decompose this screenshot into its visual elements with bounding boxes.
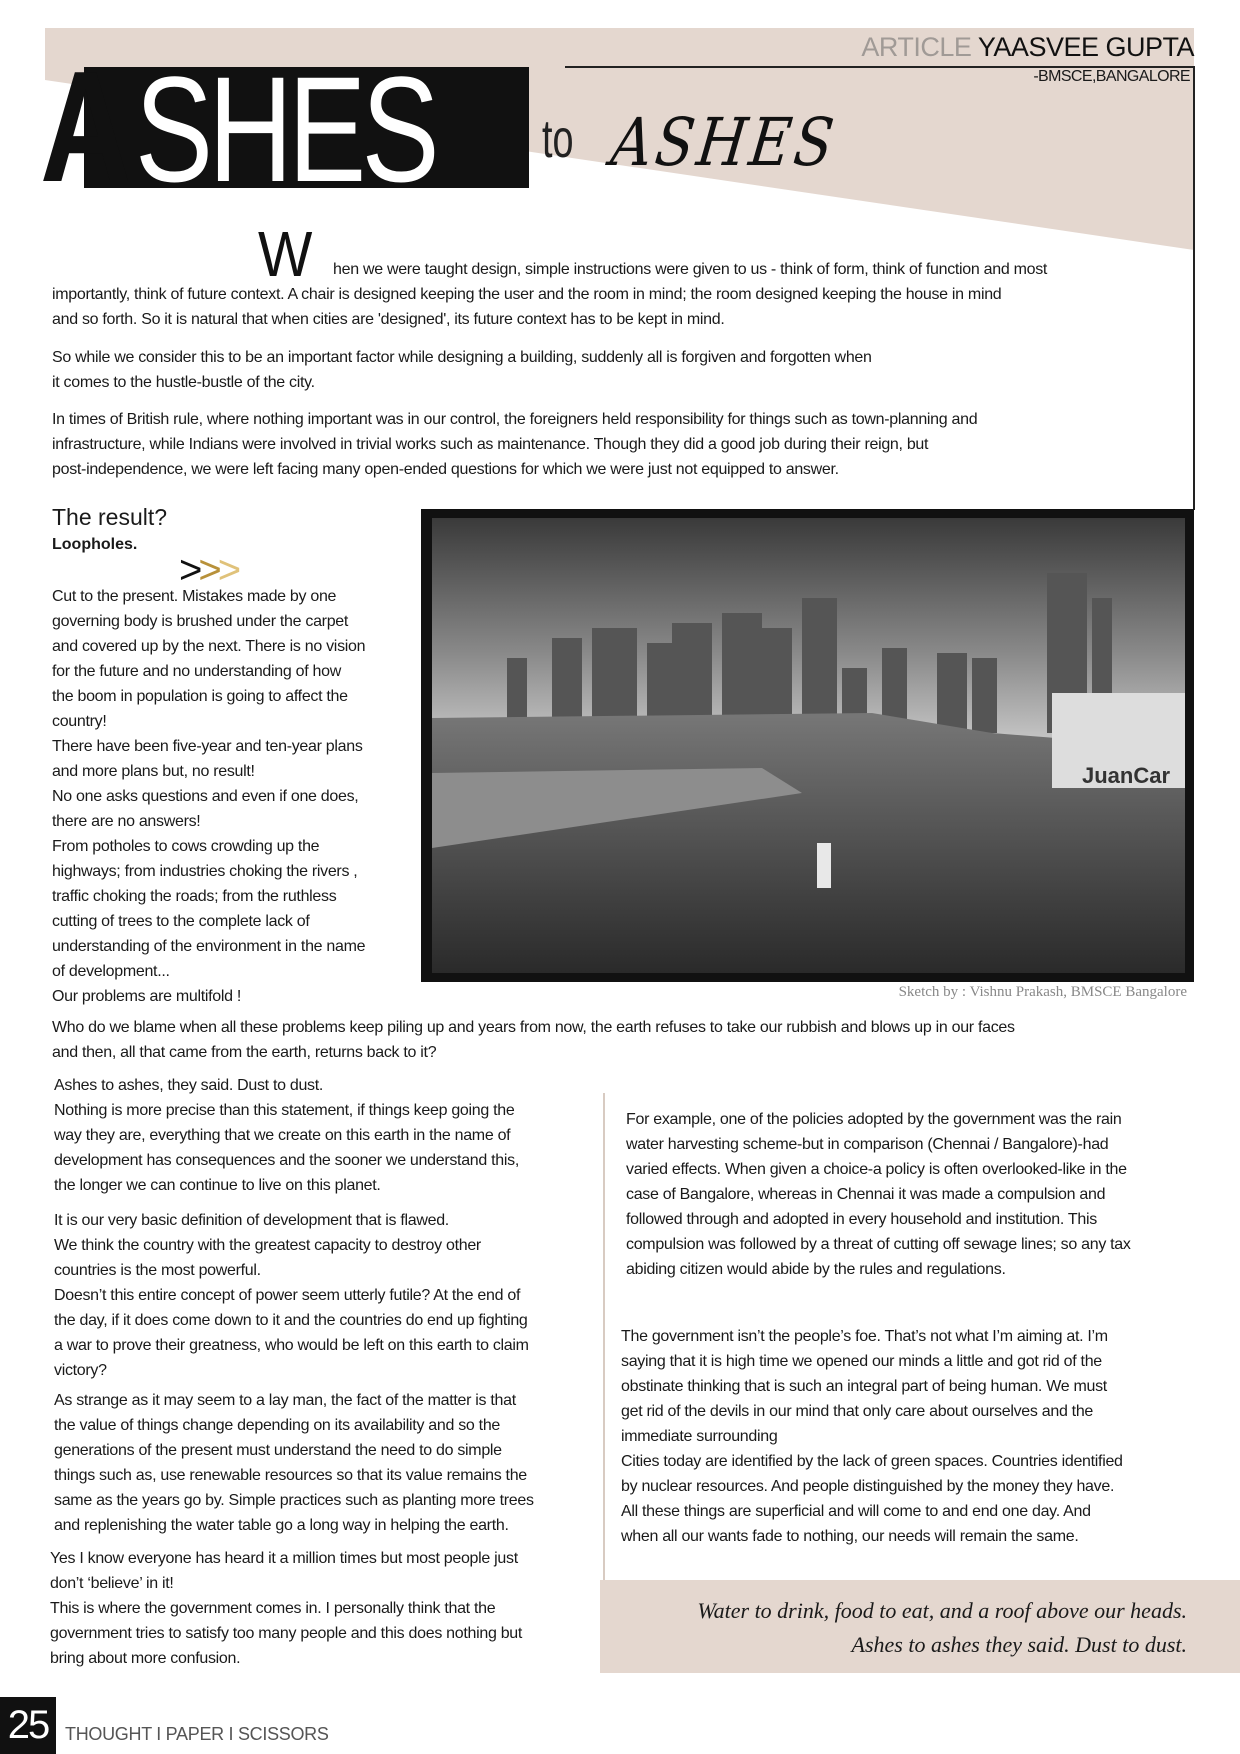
text-line: It is our very basic definition of development that is flawed. (54, 1212, 449, 1229)
text-line: cutting of trees to the complete lack of (52, 913, 310, 930)
text-line: In times of British rule, where nothing important was in our control, the foreigners held responsibility for things such as town-planning and (52, 411, 978, 428)
text-line: abiding citizen would abide by the rules and regulations. (626, 1261, 1006, 1278)
text-line: the longer we can continue to live on this planet. (54, 1177, 381, 1194)
text-line: country! (52, 713, 107, 730)
pull-quote-line-2: Ashes to ashes they said. Dust to dust. (851, 1632, 1187, 1657)
text-line: case of Bangalore, whereas in Chennai it was made a compulsion and (626, 1186, 1106, 1203)
text-line: and replenishing the water table go a long way in helping the earth. (54, 1517, 509, 1534)
city-sketch-image (432, 518, 1185, 973)
bottom-left-block-1 (54, 1073, 519, 1198)
bottom-left-block-3 (54, 1388, 534, 1538)
text-line: when all our wants fade to nothing, our needs will remain the same. (621, 1528, 1079, 1545)
drop-cap: W (258, 218, 313, 290)
title-to: to (542, 109, 574, 169)
text-line: water harvesting scheme-but in comparison (Chennai / Bangalore)-had (626, 1136, 1109, 1153)
text-line: saying that it is high time we opened our minds a little and got rid of the (621, 1353, 1102, 1370)
text-line: governing body is brushed under the carpet (52, 613, 349, 630)
text-line: compulsion was followed by a threat of cutting off sewage lines; so any tax (626, 1236, 1131, 1253)
text-line: The government isn’t the people’s foe. That’s not what I’m aiming at. I’m (621, 1328, 1108, 1345)
pull-quote-line-1: Water to drink, food to eat, and a roof above our heads. (697, 1598, 1187, 1623)
arrow-2: > (198, 548, 218, 592)
sketch-caption: Sketch by : Vishnu Prakash, BMSCE Bangalore (898, 984, 1187, 1000)
arrow-3: > (217, 548, 238, 592)
text-line: by nuclear resources. And people distinguished by the money they have. (621, 1478, 1115, 1495)
intro-paragraph-2 (52, 345, 872, 395)
text-line: Cities today are identified by the lack of green spaces. Countries identified (621, 1453, 1123, 1470)
text-line: the boom in population is going to affect the (52, 688, 348, 705)
byline (861, 32, 1194, 63)
bottom-right-block-1 (626, 1107, 1131, 1282)
header-vertical-rule (1193, 66, 1195, 510)
text-line: highways; from industries choking the rivers , (52, 863, 358, 880)
text-line: Who do we blame when all these problems keep piling up and years from now, the earth refuses to take our rubbish and blows up in our faces (52, 1019, 1015, 1036)
text-line: Ashes to ashes, they said. Dust to dust. (54, 1077, 324, 1094)
bottom-right-block-2 (621, 1324, 1123, 1549)
text-line: and so forth. So it is natural that when cities are 'designed', its future context has to be kept in mind. (52, 311, 725, 328)
text-line: of development... (52, 963, 170, 980)
text-line: Yes I know everyone has heard it a million times but most people just (50, 1550, 518, 1567)
title-main: SHES (135, 45, 435, 213)
arrow-1: > (179, 548, 199, 592)
text-line: for the future and no understanding of how (52, 663, 341, 680)
result-heading: The result? (52, 504, 168, 530)
text-line: infrastructure, while Indians were involved in trivial works such as maintenance. Though they did a good job during their reign, but (52, 436, 929, 453)
text-line: and then, all that came from the earth, returns back to it? (52, 1044, 437, 1061)
intro-paragraph-3 (52, 407, 977, 482)
text-line: don’t ‘believe’ in it! (50, 1575, 174, 1592)
text-line: Cut to the present. Mistakes made by one (52, 588, 337, 605)
text-line: way they are, everything that we create on this earth in the name of (54, 1127, 511, 1144)
text-line: obstinate thinking that is such an integral part of being human. We must (621, 1378, 1107, 1395)
pull-quote (600, 1580, 1240, 1673)
text-line: From potholes to cows crowding up the (52, 838, 320, 855)
text-line: things such as, use renewable resources so that its value remains the (54, 1467, 527, 1484)
author-institution: -BMSCE,BANGALORE (1033, 68, 1190, 85)
article-label: ARTICLE (861, 32, 972, 62)
text-line: government tries to satisfy too many people and this does nothing but (50, 1625, 523, 1642)
text-line: get rid of the devils in our mind that only care about ourselves and the (621, 1403, 1094, 1420)
text-line: there are no answers! (52, 813, 201, 830)
text-line: So while we consider this to be an important factor while designing a building, suddenly all is forgiven and forgotten when (52, 349, 872, 366)
text-line: understanding of the environment in the name (52, 938, 366, 955)
who-paragraph (52, 1015, 1015, 1065)
text-line: Our problems are multifold ! (52, 988, 242, 1005)
child-figure (817, 843, 831, 888)
text-line: We think the country with the greatest capacity to destroy other (54, 1237, 481, 1254)
text-line: generations of the present must understand the need to do simple (54, 1442, 502, 1459)
title-initial: A (40, 39, 129, 215)
left-column-text (52, 584, 365, 1009)
text-line: same as the years go by. Simple practices such as planting more trees (54, 1492, 534, 1509)
intro-paragraph-1-first: hen we were taught design, simple instructions were given to us - think of form, think of function and most (333, 261, 1048, 278)
page-number: 25 (0, 1697, 56, 1754)
bottom-left-block-4 (50, 1546, 522, 1671)
column-divider (603, 1093, 605, 1580)
text-line: No one asks questions and even if one does, (52, 788, 359, 805)
wall-sign: JuanCar (1082, 763, 1171, 788)
text-line: victory? (54, 1362, 107, 1379)
text-line: This is where the government comes in. I personally think that the (50, 1600, 496, 1617)
text-line: As strange as it may seem to a lay man, the fact of the matter is that (54, 1392, 516, 1409)
text-line: bring about more confusion. (50, 1650, 241, 1667)
text-line: and more plans but, no result! (52, 763, 255, 780)
intro-paragraph-1 (52, 282, 1001, 332)
text-line: countries is the most powerful. (54, 1262, 261, 1279)
author-name: YAASVEE GUPTA (977, 32, 1194, 62)
result-subheading: Loopholes. (52, 536, 138, 553)
text-line: and covered up by the next. There is no vision (52, 638, 366, 655)
text-line: it comes to the hustle-bustle of the city. (52, 374, 315, 391)
text-line: followed through and adopted in every household and institution. This (626, 1211, 1097, 1228)
text-line: the day, if it does come down to it and the countries do end up fighting (54, 1312, 528, 1329)
text-line: development has consequences and the sooner we understand this, (54, 1152, 519, 1169)
text-line: Doesn’t this entire concept of power seem utterly futile? At the end of (54, 1287, 521, 1304)
text-line: For example, one of the policies adopted by the government was the rain (626, 1111, 1122, 1128)
text-line: varied effects. When given a choice-a policy is often overlooked-like in the (626, 1161, 1127, 1178)
text-line: traffic choking the roads; from the ruthless (52, 888, 337, 905)
text-line: importantly, think of future context. A chair is designed keeping the user and the room in mind; the room designed keeping the house in mind (52, 286, 1002, 303)
title-script: ASHES (607, 104, 841, 181)
text-line: the value of things change depending on its availability and so the (54, 1417, 501, 1434)
text-line: a war to prove their greatness, who would be left on this earth to claim (54, 1337, 529, 1354)
bottom-left-block-2 (54, 1208, 529, 1383)
text-line: immediate surrounding (621, 1428, 778, 1445)
text-line: post-independence, we were left facing many open-ended questions for which we were just not equipped to answer. (52, 461, 839, 478)
text-line: Nothing is more precise than this statement, if things keep going the (54, 1102, 515, 1119)
text-line: There have been five-year and ten-year plans (52, 738, 363, 755)
text-line: All these things are superficial and will come to and end one day. And (621, 1503, 1091, 1520)
magazine-name: THOUGHT I PAPER I SCISSORS (65, 1724, 329, 1744)
